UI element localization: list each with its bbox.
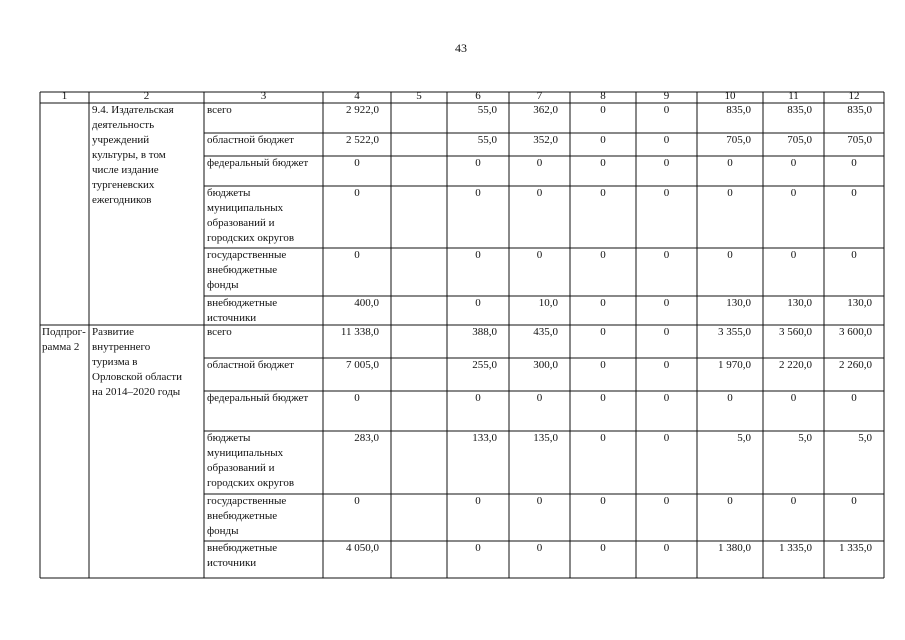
funding-source: муниципальных [207,202,284,214]
table-cell: 2 522,0 [346,134,379,146]
funding-source: федеральный бюджет [207,392,309,404]
table-cell: 388,0 [472,326,497,338]
program-title: культуры, в том [92,149,166,161]
table-cell: 835,0 [787,104,812,116]
table-cell: 0 [475,495,481,507]
funding-source: внебюджетные [207,542,278,554]
program-title: Орловской области [92,371,182,383]
column-header: 11 [788,90,799,102]
funding-source: государственные [207,495,287,507]
table-cell: 55,0 [477,104,497,116]
table-cell: 1 970,0 [718,359,751,371]
funding-source: городских округов [207,232,295,244]
program-title: внутреннего [92,341,151,353]
table-cell: 835,0 [847,104,872,116]
table-cell: 283,0 [354,432,379,444]
table-cell: 11 338,0 [340,326,379,338]
table-cell: 0 [354,157,360,169]
column-header: 1 [61,90,68,102]
table-cell: 55,0 [477,134,497,146]
table-cell: 0 [354,495,360,507]
funding-source: внебюджетные [207,510,278,522]
table-cell: 0 [475,187,481,199]
table-cell: 0 [663,297,670,309]
table-cell: 0 [475,249,481,261]
table-cell: 0 [851,392,857,404]
table-cell: 0 [851,187,857,199]
table-cell: 0 [790,392,797,404]
table-cell: 1 380,0 [718,542,751,554]
table-cell: 0 [600,134,606,146]
column-header: 10 [724,90,736,102]
funding-source: источники [207,557,257,569]
program-title: Развитие [92,326,135,338]
table-cell: 5,0 [858,432,872,444]
funding-source: городских округов [207,477,295,489]
funding-source: фонды [207,525,239,537]
table-cell: 7 005,0 [346,359,379,371]
table-cell: 0 [663,157,670,169]
table-cell: 0 [475,392,481,404]
table-cell: 2 260,0 [839,359,872,371]
funding-source: образований и [207,462,275,474]
table-cell: 705,0 [726,134,751,146]
table-cell: 705,0 [847,134,872,146]
funding-source: внебюджетные [207,264,278,276]
table-cell: 135,0 [533,432,558,444]
table-cell: 0 [663,249,670,261]
table-cell: 0 [727,495,733,507]
column-header: 3 [260,90,267,102]
table-cell: 0 [727,249,733,261]
table-cell: 0 [790,249,797,261]
table-cell: 0 [536,392,543,404]
table-cell: 0 [851,495,857,507]
table-cell: 0 [663,542,670,554]
table-cell: 0 [663,326,670,338]
page-number: 43 [455,41,467,55]
table-cell: 362,0 [533,104,558,116]
table-cell: 2 220,0 [779,359,812,371]
table-cell: 2 922,0 [346,104,379,116]
program-title: числе издание [92,164,159,176]
column-header: 5 [416,90,422,102]
funding-source: внебюджетные [207,297,278,309]
program-title: на 2014–2020 годы [92,386,181,398]
funding-source: бюджеты [207,432,251,444]
table-cell: 0 [600,432,606,444]
table-cell: 0 [663,134,670,146]
table-cell: 0 [851,157,857,169]
program-title: деятельность [92,119,155,131]
table-cell: 0 [663,359,670,371]
table-cell: 3 355,0 [718,326,751,338]
program-code: рамма 2 [42,341,80,353]
table-cell: 3 560,0 [779,326,812,338]
table-cell: 0 [536,249,543,261]
table-cell: 0 [475,542,481,554]
column-header: 8 [600,90,606,102]
table-cell: 0 [475,297,481,309]
table-cell: 0 [600,495,606,507]
table-cell: 0 [727,187,733,199]
table-cell: 0 [354,392,360,404]
funding-source: фонды [207,279,239,291]
funding-source: всего [207,326,232,338]
table-cell: 1 335,0 [779,542,812,554]
table-cell: 0 [475,157,481,169]
table-cell: 10,0 [538,297,558,309]
funding-source: муниципальных [207,447,284,459]
table-cell: 4 050,0 [346,542,379,554]
table-cell: 0 [663,392,670,404]
table-cell: 133,0 [472,432,497,444]
program-title: тургеневских [92,179,155,191]
funding-source: всего [207,104,232,116]
table-cell: 0 [790,187,797,199]
table-cell: 0 [600,359,606,371]
table-cell: 0 [600,249,606,261]
table-cell: 435,0 [533,326,558,338]
table-cell: 0 [663,187,670,199]
program-title: 9.4. Издательская [92,104,174,116]
table-cell: 352,0 [533,134,558,146]
table-cell: 130,0 [787,297,812,309]
program-title: туризма в [92,356,138,368]
table-cell: 0 [600,542,606,554]
table-cell: 0 [600,297,606,309]
table-cell: 0 [354,249,360,261]
table-cell: 0 [851,249,857,261]
table-cell: 0 [354,187,360,199]
table-cell: 400,0 [354,297,379,309]
table-cell: 0 [727,392,733,404]
table-cell: 130,0 [726,297,751,309]
funding-source: бюджеты [207,187,251,199]
table-cell: 0 [790,495,797,507]
funding-source: государственные [207,249,287,261]
program-code: Подпрог- [42,326,86,338]
funding-source: источники [207,312,257,324]
table-cell: 0 [663,104,670,116]
table-cell: 0 [663,495,670,507]
table-cell: 0 [536,157,543,169]
table-cell: 5,0 [798,432,812,444]
table-cell: 130,0 [847,297,872,309]
column-header: 9 [663,90,670,102]
table-cell: 0 [663,432,670,444]
table-cell: 255,0 [472,359,497,371]
table-cell: 0 [536,187,543,199]
column-header: 6 [475,90,481,102]
table-cell: 0 [790,157,797,169]
column-header: 4 [354,90,360,102]
table-cell: 0 [536,542,543,554]
table-cell: 0 [727,157,733,169]
column-header: 12 [848,90,860,102]
table-cell: 0 [536,495,543,507]
column-header: 2 [143,90,150,102]
table-cell: 835,0 [726,104,751,116]
funding-source: областной бюджет [207,134,294,146]
funding-source: образований и [207,217,275,229]
table-cell: 0 [600,187,606,199]
program-title: ежегодников [92,194,152,206]
table-cell: 300,0 [533,359,558,371]
funding-source: областной бюджет [207,359,294,371]
program-title: учреждений [92,134,150,146]
table-cell: 0 [600,392,606,404]
table-cell: 0 [600,157,606,169]
table-cell: 5,0 [737,432,751,444]
table-cell: 0 [600,326,606,338]
funding-source: федеральный бюджет [207,157,309,169]
table-cell: 0 [600,104,606,116]
column-header: 7 [536,90,543,102]
table-cell: 1 335,0 [839,542,872,554]
table-cell: 705,0 [787,134,812,146]
table-cell: 3 600,0 [839,326,872,338]
